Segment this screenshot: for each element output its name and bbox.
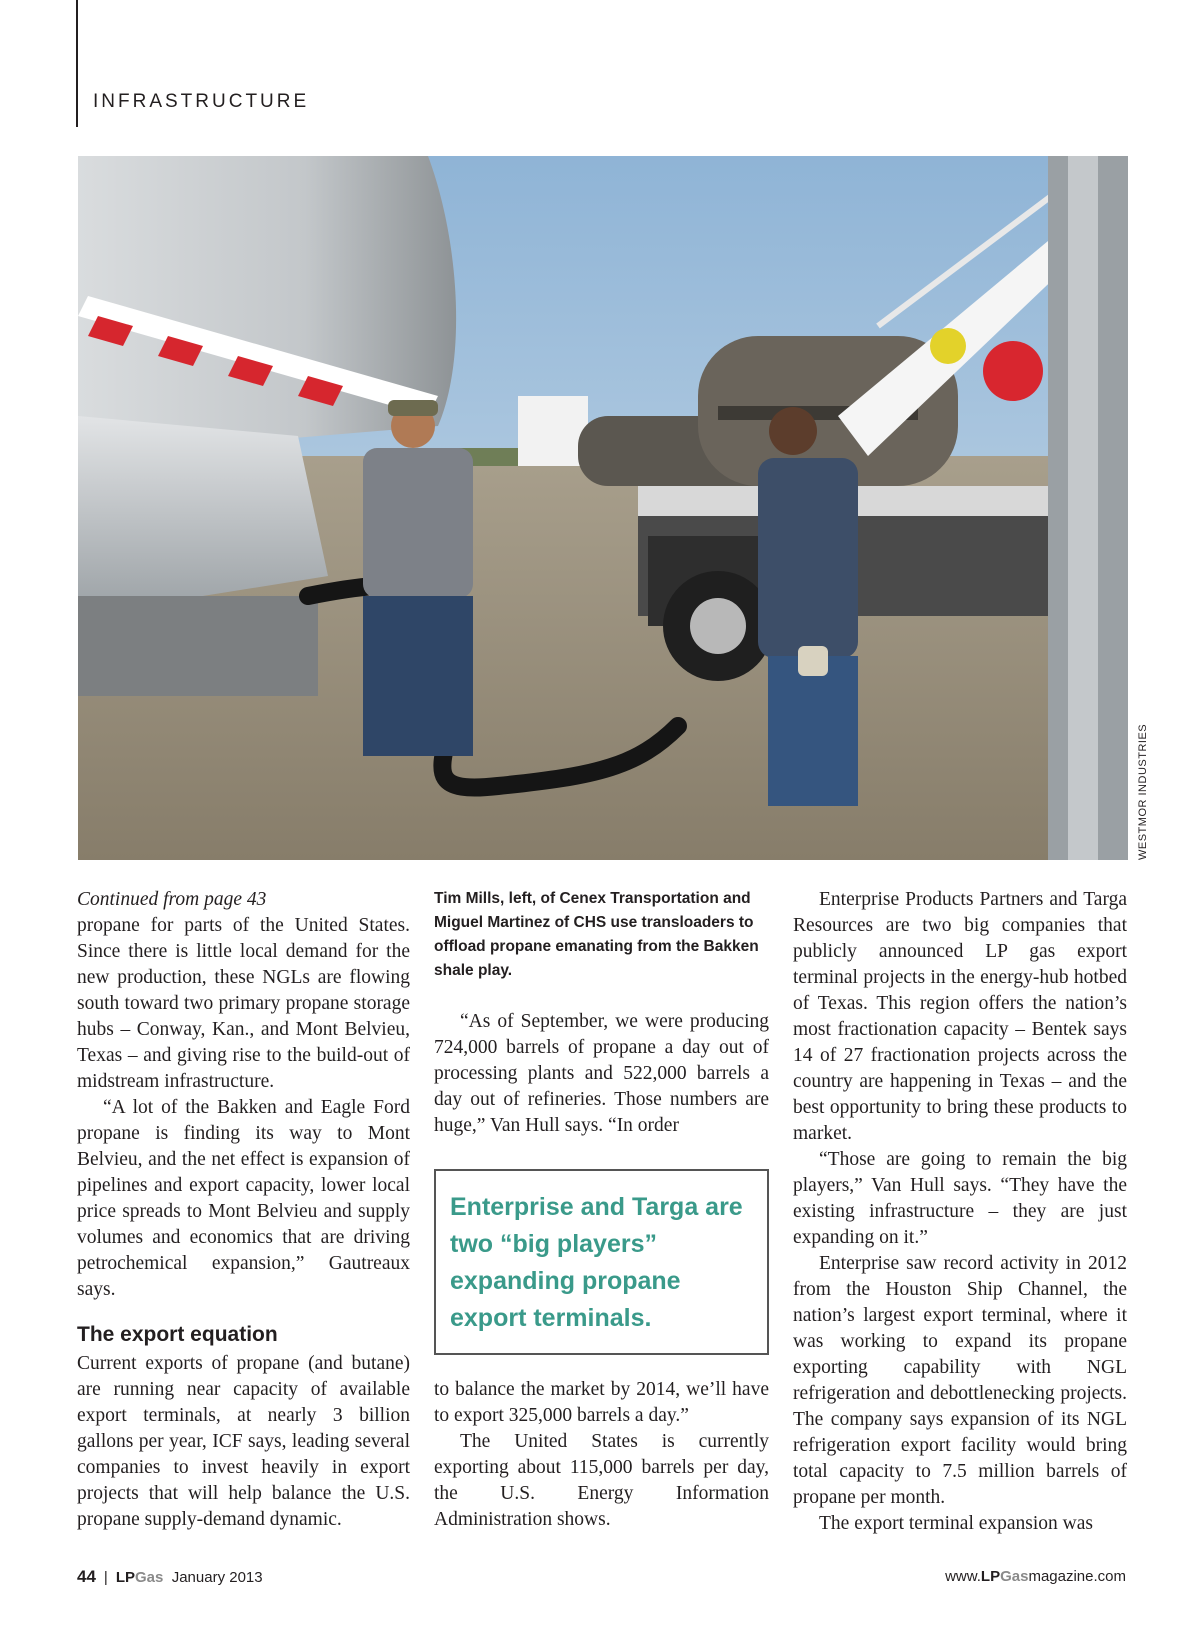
brand-lp: LP [115, 1569, 135, 1586]
article-paragraph: “As of September, we were producing 724,000 barrels of propane a day out of processing plants and 522,000 barrels a day out of refineries. Those numbers are huge,” Van Hull says. “In order [434, 1011, 769, 1136]
continued-note: Continued from page 43 [77, 889, 267, 910]
url-brand-gas: Gas [1000, 1568, 1029, 1585]
footer-folio [77, 1567, 263, 1587]
pull-quote: Enterprise and Targa are two “big players” expanding propane export terminals. [434, 1169, 769, 1355]
article-paragraph: Enterprise Products Partners and Targa Resources are two big companies that publicly announced LP gas export terminal projects in the energy-hub hotbed of Texas. This region offers the nation’s most fractionation capacity – Bentek says 14 of 27 fractionation projects across the country are happening in Texas – and the best opportunity to bring these products to market. [793, 889, 1127, 1144]
article-paragraph: The United States is currently exporting about 115,000 barrels per day, the U.S. Energy Information Administration shows. [434, 1431, 769, 1530]
issue-date: January 2013 [171, 1569, 263, 1586]
article-column-3 [793, 887, 1127, 1537]
url-brand-lp: LP [980, 1568, 1001, 1585]
url-suffix: magazine.com [1028, 1568, 1126, 1585]
article-column-1 [77, 887, 410, 1533]
header-rule [76, 0, 78, 127]
footer-url[interactable] [945, 1568, 1126, 1585]
article-paragraph: “Those are going to remain the big players,” Van Hull says. “They have the existing infrastructure – they are just expanding on it.” [793, 1149, 1127, 1248]
article-photo [78, 156, 1128, 860]
photo-credit: WESTMOR INDUSTRIES [1137, 723, 1149, 860]
section-label: INFRASTRUCTURE [93, 91, 310, 112]
article-column-2 [434, 887, 769, 1533]
article-paragraph: propane for parts of the United States. Since there is little local demand for the new production, these NGLs are flowing south toward two primary propane storage hubs – Conway, Kan., and Mont Belvieu, Texas – and giving rise to the build-out of midstream infrastructure. [77, 915, 410, 1092]
page-number: 44 [77, 1567, 96, 1586]
article-paragraph: Enterprise saw record activity in 2012 from the Houston Ship Channel, the nation’s largest export terminal, where it was working to expand its propane exporting capability with NGL refrigeration and debottlenecking projects. The company says expansion of its NGL refrigeration export facility would bring total capacity to 7.5 million barrels of propane per month. [793, 1253, 1127, 1508]
subhead: The export equation [77, 1323, 278, 1346]
brand-gas: Gas [135, 1569, 164, 1586]
article-paragraph: The export terminal expansion was [819, 1513, 1093, 1534]
footer-separator: | [103, 1569, 108, 1586]
article-paragraph: “A lot of the Bakken and Eagle Ford propane is finding its way to Mont Belvieu, and the net effect is expansion of pipelines and export capacity, lower local price spreads to Mont Belvieu and supply volumes and economics that are driving petrochemical expansion,” Gautreaux says. [77, 1097, 410, 1300]
photo-caption: Tim Mills, left, of Cenex Transportation and Miguel Martinez of CHS use transloaders to offload propane emanating from the Bakken shale play. [434, 890, 759, 979]
article-paragraph: Current exports of propane (and butane) are running near capacity of available export terminals, at nearly 3 billion gallons per year, ICF says, leading several companies to invest heavily in export projects that will help balance the U.S. propane supply-demand dynamic. [77, 1353, 410, 1530]
url-prefix: www. [945, 1568, 981, 1585]
article-paragraph: to balance the market by 2014, we’ll have to export 325,000 barrels a day.” [434, 1379, 769, 1426]
